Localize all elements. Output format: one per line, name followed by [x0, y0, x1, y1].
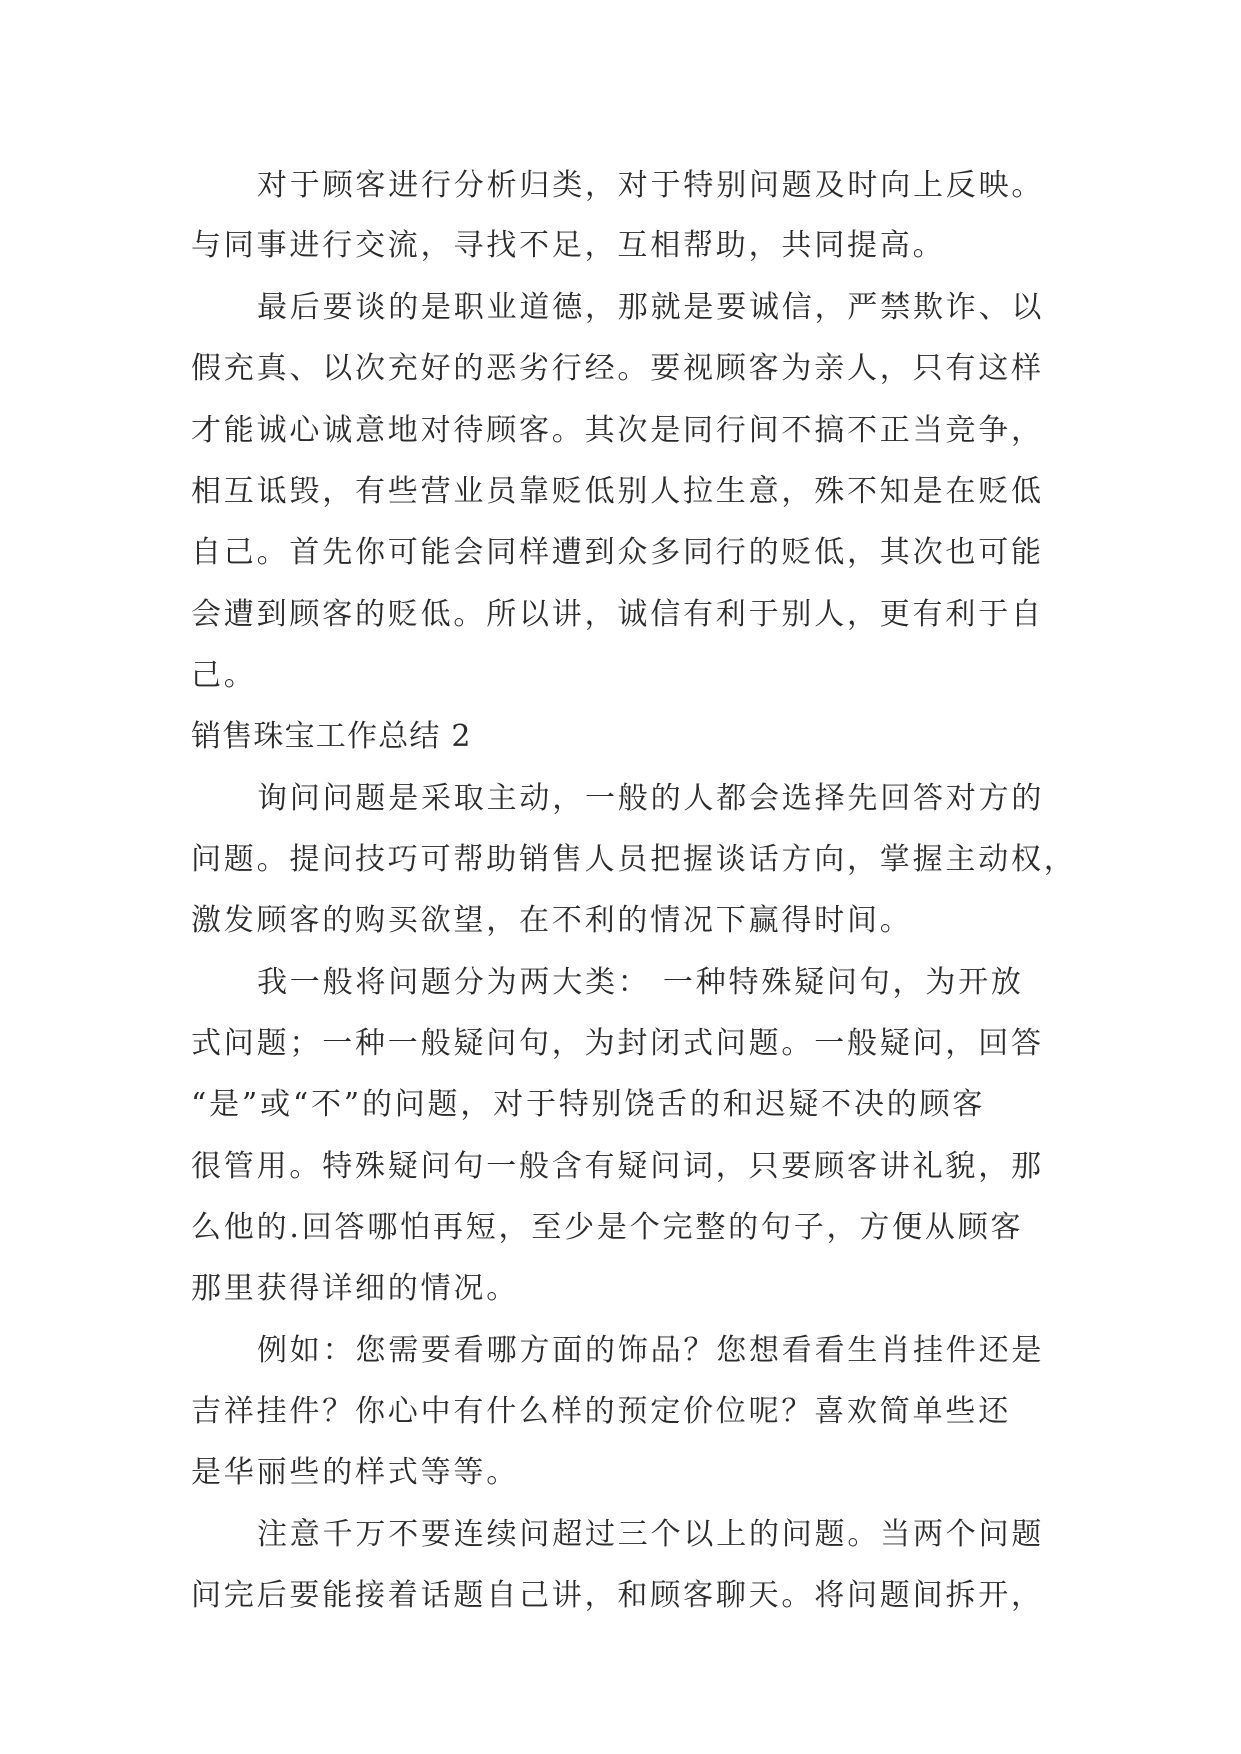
section-heading: 销售珠宝工作总结 2: [191, 719, 472, 754]
paragraph-line: 我一般将问题分为两大类： 一种特殊疑问句，为开放: [257, 965, 1024, 1000]
paragraph-line: “是”或“不”的问题，对于特别饶舌的和迟疑不决的顾客: [191, 1087, 986, 1122]
paragraph-line: 式问题；一种一般疑问句，为封闭式问题。一般疑问，回答: [191, 1026, 1044, 1061]
paragraph-line: 最后要谈的是职业道德，那就是要诚信，严禁欺诈、以: [257, 290, 1045, 325]
paragraph-line: 相互诋毁，有些营业员靠贬低别人拉生意，殊不知是在贬低: [191, 474, 1044, 509]
paragraph-line: 才能诚心诚意地对待顾客。其次是同行间不搞不正当竞争，: [191, 413, 1044, 448]
paragraph-line: 激发顾客的购买欲望，在不利的情况下赢得时间。: [191, 903, 913, 938]
paragraph-line: 对于顾客进行分析归类，对于特别问题及时向上反映。: [257, 168, 1045, 203]
paragraph-line: 注意千万不要连续问超过三个以上的问题。当两个问题: [257, 1517, 1045, 1552]
paragraph-line: 会遭到顾客的贬低。所以讲，诚信有利于别人，更有利于自: [191, 597, 1044, 632]
paragraph-line: 吉祥挂件？你心中有什么样的预定价位呢？喜欢简单些还: [191, 1394, 1011, 1429]
paragraph-line: 例如：您需要看哪方面的饰品？您想看看生肖挂件还是: [257, 1333, 1045, 1368]
paragraph-line: 自己。首先你可能会同样遭到众多同行的贬低，其次也可能: [191, 535, 1044, 570]
paragraph-line: 假充真、以次充好的恶劣行经。要视顾客为亲人，只有这样: [191, 351, 1044, 386]
paragraph-line: 询问问题是采取主动，一般的人都会选择先回答对方的: [257, 781, 1045, 816]
paragraph-line: 么他的.回答哪怕再短，至少是个完整的句子，方便从顾客: [191, 1210, 1024, 1245]
paragraph-line: 那里获得详细的情况。: [191, 1271, 519, 1306]
paragraph-line: 问题。提问技巧可帮助销售人员把握谈话方向，掌握主动权，: [191, 842, 1077, 877]
paragraph-line: 问完后要能接着话题自己讲，和顾客聊天。将问题间拆开，: [191, 1578, 1044, 1613]
paragraph-line: 很管用。特殊疑问句一般含有疑问词，只要顾客讲礼貌，那: [191, 1149, 1044, 1184]
paragraph-line: 己。: [191, 658, 257, 693]
paragraph-line: 是华丽些的样式等等。: [191, 1455, 519, 1490]
paragraph-line: 与同事进行交流，寻找不足，互相帮助，共同提高。: [191, 228, 946, 263]
